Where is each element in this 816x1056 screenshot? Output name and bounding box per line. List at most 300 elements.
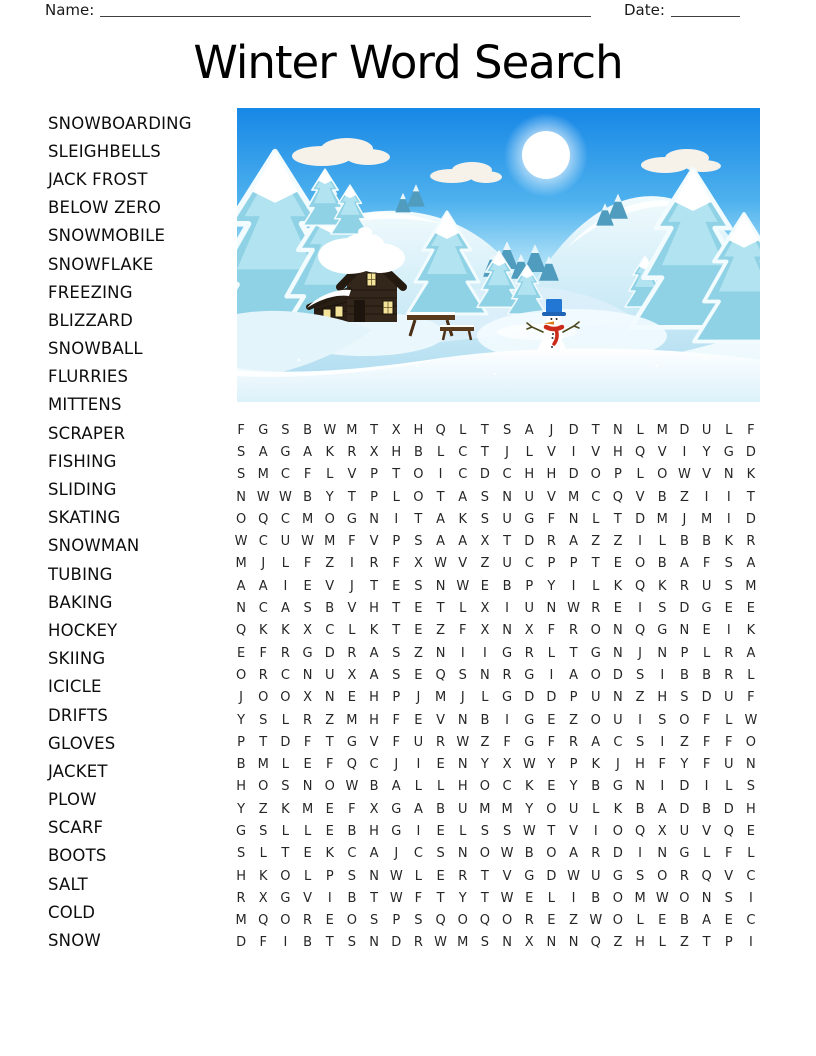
grid-letter: B bbox=[657, 556, 667, 572]
word-list-item: TUBING bbox=[48, 564, 113, 584]
grid-letter: E bbox=[746, 823, 756, 839]
grid-letter: D bbox=[546, 690, 557, 706]
grid-letter: O bbox=[612, 890, 624, 906]
grid-letter: B bbox=[325, 601, 335, 617]
grid-letter: Y bbox=[458, 890, 467, 906]
grid-letter: S bbox=[724, 556, 733, 572]
grid-letter: X bbox=[524, 623, 534, 639]
grid-letter: W bbox=[567, 868, 580, 884]
grid-letter: E bbox=[746, 601, 756, 617]
grid-letter: L bbox=[259, 846, 267, 862]
grid-letter: M bbox=[235, 913, 247, 929]
grid-letter: Z bbox=[569, 712, 579, 728]
grid-letter: L bbox=[636, 422, 644, 438]
grid-letter: Z bbox=[436, 623, 446, 639]
date-label: Date: bbox=[624, 1, 665, 19]
grid-letter: S bbox=[480, 489, 490, 505]
grid-letter: P bbox=[237, 734, 245, 750]
grid-letter: N bbox=[546, 935, 557, 951]
grid-letter: B bbox=[369, 779, 379, 795]
grid-letter: J bbox=[505, 444, 509, 460]
grid-letter: J bbox=[615, 757, 620, 773]
grid-letter: O bbox=[546, 846, 557, 862]
grid-letter: B bbox=[436, 801, 446, 817]
grid-letter: L bbox=[547, 645, 556, 661]
grid-letter: V bbox=[546, 444, 556, 460]
grid-letter: X bbox=[413, 556, 423, 572]
grid-letter: F bbox=[303, 467, 312, 483]
grid-letter: E bbox=[436, 757, 445, 773]
grid-letter: Q bbox=[258, 511, 269, 527]
grid-letter: S bbox=[347, 935, 357, 951]
grid-letter: R bbox=[591, 846, 601, 862]
grid-letter: P bbox=[547, 556, 556, 572]
grid-letter: E bbox=[392, 578, 401, 594]
grid-letter: W bbox=[522, 757, 536, 773]
grid-letter: R bbox=[347, 444, 357, 460]
grid-letter: G bbox=[524, 511, 535, 527]
grid-letter: U bbox=[723, 690, 734, 706]
grid-letter: G bbox=[280, 890, 291, 906]
grid-letter: A bbox=[369, 846, 379, 862]
grid-letter: B bbox=[502, 578, 512, 594]
grid-letter: E bbox=[303, 578, 312, 594]
grid-letter: M bbox=[346, 712, 358, 728]
grid-letter: J bbox=[549, 422, 554, 438]
word-list-item: HOCKEY bbox=[48, 620, 118, 640]
grid-letter: S bbox=[392, 667, 401, 683]
grid-letter: A bbox=[591, 734, 601, 750]
word-list-item: SKATING bbox=[48, 508, 121, 528]
grid-letter: F bbox=[702, 712, 711, 728]
grid-letter: W bbox=[522, 823, 536, 839]
grid-letter: T bbox=[436, 890, 445, 906]
grid-letter: T bbox=[325, 935, 334, 951]
grid-letter: A bbox=[436, 511, 446, 527]
grid-letter: L bbox=[702, 846, 711, 862]
word-list-item: BOOTS bbox=[48, 846, 107, 866]
grid-letter: O bbox=[235, 511, 247, 527]
grid-letter: Y bbox=[237, 712, 246, 728]
word-list-item: SNOWBALL bbox=[48, 339, 143, 359]
grid-letter: N bbox=[613, 422, 623, 438]
grid-letter: C bbox=[746, 913, 756, 929]
grid-letter: X bbox=[303, 690, 313, 706]
grid-letter: F bbox=[747, 422, 755, 438]
grid-letter: N bbox=[701, 890, 712, 906]
grid-letter: R bbox=[258, 667, 268, 683]
grid-letter: G bbox=[524, 667, 535, 683]
grid-letter: A bbox=[236, 578, 246, 594]
grid-letter: C bbox=[746, 868, 756, 884]
grid-letter: W bbox=[456, 578, 470, 594]
grid-letter: E bbox=[547, 712, 556, 728]
grid-letter: L bbox=[636, 467, 644, 483]
grid-letter: Q bbox=[701, 868, 712, 884]
grid-letter: F bbox=[392, 556, 400, 572]
grid-letter: L bbox=[281, 757, 290, 773]
grid-letter: N bbox=[324, 690, 335, 706]
grid-letter: Q bbox=[723, 823, 734, 839]
grid-letter: W bbox=[323, 422, 337, 438]
word-list bbox=[48, 109, 233, 955]
grid-letter: T bbox=[480, 444, 489, 460]
grid-letter: Q bbox=[634, 444, 646, 460]
grid-letter: I bbox=[549, 667, 554, 683]
word-list-item: BAKING bbox=[48, 592, 113, 612]
word-list-item: SCARF bbox=[48, 818, 104, 838]
grid-letter: G bbox=[524, 734, 535, 750]
grid-letter: K bbox=[657, 578, 667, 594]
grid-letter: K bbox=[325, 444, 334, 460]
grid-letter: I bbox=[571, 890, 576, 906]
grid-letter: S bbox=[635, 667, 645, 683]
grid-letter: T bbox=[480, 890, 489, 906]
grid-letter: T bbox=[392, 601, 401, 617]
grid-letter: F bbox=[414, 890, 423, 906]
grid-letter: W bbox=[389, 868, 403, 884]
grid-letter: P bbox=[325, 868, 334, 884]
grid-letter: X bbox=[524, 935, 534, 951]
grid-letter: U bbox=[568, 801, 579, 817]
grid-letter: C bbox=[280, 511, 290, 527]
grid-letter: B bbox=[657, 489, 667, 505]
grid-letter: C bbox=[347, 846, 357, 862]
grid-letter: K bbox=[258, 868, 268, 884]
grid-letter: B bbox=[236, 757, 246, 773]
grid-letter: S bbox=[259, 823, 268, 839]
grid-letter: V bbox=[436, 712, 446, 728]
grid-letter: X bbox=[480, 534, 490, 550]
grid-letter: L bbox=[281, 712, 290, 728]
grid-letter: F bbox=[459, 623, 467, 639]
name-input-line[interactable] bbox=[100, 16, 591, 17]
grid-letter: H bbox=[369, 823, 379, 839]
grid-letter: N bbox=[457, 846, 468, 862]
grid-letter: D bbox=[679, 422, 690, 438]
grid-letter: D bbox=[745, 444, 756, 460]
grid-letter: H bbox=[635, 935, 645, 951]
grid-letter: I bbox=[638, 534, 642, 550]
grid-letter: U bbox=[324, 667, 335, 683]
grid-letter: J bbox=[394, 846, 399, 862]
cabin-door bbox=[354, 300, 365, 322]
grid-letter: R bbox=[502, 667, 512, 683]
grid-letter: K bbox=[724, 534, 733, 550]
grid-letter: K bbox=[281, 801, 290, 817]
grid-letter: W bbox=[301, 534, 314, 550]
grid-letter: X bbox=[303, 623, 313, 639]
grid-letter: A bbox=[280, 601, 290, 617]
grid-letter: O bbox=[258, 690, 269, 706]
grid-letter: H bbox=[369, 601, 379, 617]
grid-letter: R bbox=[369, 556, 379, 572]
grid-letter: T bbox=[746, 489, 755, 505]
grid-letter: U bbox=[524, 489, 534, 505]
grid-letter: M bbox=[301, 511, 314, 527]
grid-letter: S bbox=[724, 578, 733, 594]
grid-letter: N bbox=[657, 645, 668, 661]
grid-letter: L bbox=[414, 779, 423, 795]
grid-letter: H bbox=[746, 801, 756, 817]
grid-letter: A bbox=[569, 846, 579, 862]
grid-letter: G bbox=[524, 868, 535, 884]
grid-letter: R bbox=[436, 734, 446, 750]
grid-letter: X bbox=[369, 801, 379, 817]
grid-letter: L bbox=[459, 601, 467, 617]
grid-letter: Z bbox=[258, 801, 268, 817]
grid-letter: K bbox=[591, 757, 600, 773]
grid-letter: S bbox=[480, 935, 490, 951]
grid-letter: I bbox=[748, 890, 753, 906]
grid-letter: I bbox=[660, 779, 665, 795]
grid-letter: F bbox=[392, 734, 400, 750]
grid-letter: G bbox=[391, 823, 402, 839]
grid-letter: B bbox=[480, 712, 490, 728]
grid-letter: K bbox=[613, 578, 623, 594]
grid-letter: U bbox=[701, 422, 712, 438]
grid-letter: R bbox=[413, 935, 423, 951]
grid-letter: K bbox=[524, 779, 534, 795]
grid-letter: S bbox=[347, 868, 357, 884]
grid-letter: M bbox=[457, 935, 469, 951]
grid-letter: D bbox=[679, 601, 690, 617]
grid-letter: G bbox=[280, 444, 291, 460]
grid-letter: B bbox=[679, 667, 689, 683]
grid-letter: O bbox=[590, 623, 601, 639]
grid-letter: O bbox=[634, 556, 646, 572]
grid-letter: X bbox=[480, 601, 490, 617]
grid-letter: A bbox=[679, 556, 689, 572]
grid-letter: J bbox=[460, 690, 465, 706]
word-list-item: BELOW ZERO bbox=[48, 198, 162, 218]
grid-letter: R bbox=[236, 890, 246, 906]
grid-letter: C bbox=[369, 757, 379, 773]
grid-letter: O bbox=[590, 712, 601, 728]
grid-letter: C bbox=[524, 556, 534, 572]
grid-letter: E bbox=[414, 601, 423, 617]
grid-letter: C bbox=[502, 779, 512, 795]
grid-letter: A bbox=[369, 645, 379, 661]
grid-letter: T bbox=[370, 890, 379, 906]
grid-letter: B bbox=[303, 422, 313, 438]
grid-letter: I bbox=[704, 489, 709, 505]
grid-letter: A bbox=[413, 801, 423, 817]
grid-letter: T bbox=[347, 489, 356, 505]
page-title: Winter Word Search bbox=[193, 36, 623, 89]
winter-scene-illustration bbox=[237, 108, 760, 402]
grid-letter: L bbox=[459, 422, 467, 438]
grid-letter: I bbox=[394, 511, 399, 527]
word-list-item: SNOWFLAKE bbox=[48, 254, 154, 274]
grid-letter: X bbox=[369, 444, 379, 460]
grid-letter: A bbox=[458, 489, 468, 505]
snowman-hat-crown bbox=[546, 299, 562, 314]
grid-letter: M bbox=[434, 690, 447, 706]
grid-letter: E bbox=[436, 823, 445, 839]
grid-letter: R bbox=[724, 645, 734, 661]
grid-letter: G bbox=[236, 823, 247, 839]
word-list-item: JACKET bbox=[48, 761, 108, 781]
grid-letter: O bbox=[235, 667, 247, 683]
grid-letter: O bbox=[280, 913, 291, 929]
grid-letter: W bbox=[278, 489, 292, 505]
word-list-item: SLIDING bbox=[48, 480, 117, 500]
grid-letter: E bbox=[325, 823, 334, 839]
grid-letter: H bbox=[369, 712, 379, 728]
grid-letter: U bbox=[457, 801, 468, 817]
grid-letter: H bbox=[413, 422, 424, 438]
word-list-item: SLEIGHBELLS bbox=[48, 141, 161, 161]
grid-letter: N bbox=[679, 623, 690, 639]
grid-letter: E bbox=[480, 578, 490, 594]
grid-letter: C bbox=[413, 846, 423, 862]
grid-letter: Z bbox=[591, 534, 601, 550]
grid-letter: C bbox=[591, 489, 601, 505]
grid-letter: L bbox=[303, 868, 312, 884]
grid-letter: F bbox=[503, 734, 511, 750]
grid-letter: D bbox=[723, 801, 734, 817]
grid-letter: W bbox=[677, 467, 691, 483]
grid-letter: Q bbox=[634, 823, 646, 839]
grid-letter: N bbox=[236, 489, 246, 505]
grid-letter: Y bbox=[525, 801, 534, 817]
grid-letter: V bbox=[369, 734, 379, 750]
grid-letter: E bbox=[613, 601, 623, 617]
grid-letter: W bbox=[345, 779, 359, 795]
grid-letter: L bbox=[525, 444, 533, 460]
grid-letter: N bbox=[568, 935, 579, 951]
grid-letter: I bbox=[726, 489, 731, 505]
grid-letter: J bbox=[394, 757, 399, 773]
grid-letter: H bbox=[369, 690, 379, 706]
grid-letter: V bbox=[569, 823, 579, 839]
date-input-line[interactable] bbox=[671, 16, 740, 17]
grid-letter: L bbox=[658, 935, 666, 951]
grid-letter: N bbox=[302, 779, 313, 795]
grid-letter: L bbox=[592, 578, 600, 594]
grid-letter: T bbox=[613, 511, 622, 527]
grid-letter: S bbox=[414, 913, 423, 929]
grid-letter: F bbox=[259, 645, 267, 661]
grid-letter: S bbox=[414, 534, 423, 550]
grid-letter: A bbox=[702, 913, 712, 929]
grid-letter: V bbox=[657, 444, 667, 460]
grid-letter: Q bbox=[634, 623, 646, 639]
grid-letter: C bbox=[280, 667, 290, 683]
grid-letter: N bbox=[369, 868, 379, 884]
grid-letter: T bbox=[370, 578, 379, 594]
grid-letter: J bbox=[261, 556, 266, 572]
word-list-item: FLURRIES bbox=[48, 367, 129, 387]
grid-letter: M bbox=[346, 422, 358, 438]
grid-letter: R bbox=[303, 913, 313, 929]
grid-letter: M bbox=[257, 757, 269, 773]
grid-letter: O bbox=[413, 467, 424, 483]
grid-letter: O bbox=[657, 868, 668, 884]
grid-letter: V bbox=[325, 578, 335, 594]
grid-letter: Q bbox=[258, 913, 269, 929]
grid-letter: G bbox=[590, 645, 601, 661]
grid-letter: N bbox=[480, 667, 490, 683]
grid-letter: J bbox=[416, 690, 421, 706]
grid-letter: S bbox=[259, 712, 268, 728]
grid-letter: O bbox=[590, 467, 601, 483]
grid-letter: I bbox=[349, 556, 354, 572]
grid-letter: S bbox=[436, 846, 445, 862]
grid-letter: F bbox=[326, 757, 334, 773]
grid-letter: O bbox=[590, 667, 601, 683]
word-list-item: PLOW bbox=[48, 790, 97, 810]
grid-letter: D bbox=[701, 690, 712, 706]
grid-letter: O bbox=[501, 913, 513, 929]
grid-letter: X bbox=[657, 823, 667, 839]
grid-letter: X bbox=[391, 422, 401, 438]
grid-letter: Y bbox=[547, 757, 556, 773]
grid-letter: R bbox=[347, 645, 357, 661]
grid-letter: S bbox=[458, 667, 467, 683]
grid-letter: C bbox=[613, 734, 623, 750]
grid-letter: R bbox=[458, 868, 468, 884]
grid-letter: Q bbox=[435, 913, 446, 929]
grid-letter: Y bbox=[569, 779, 578, 795]
grid-letter: M bbox=[656, 422, 668, 438]
grid-letter: M bbox=[501, 801, 513, 817]
grid-letter: A bbox=[258, 444, 268, 460]
grid-letter: N bbox=[613, 645, 623, 661]
grid-letter: E bbox=[547, 779, 556, 795]
grid-letter: M bbox=[745, 578, 757, 594]
grid-letter: D bbox=[524, 690, 535, 706]
grid-letter: C bbox=[280, 467, 290, 483]
grid-letter: U bbox=[613, 712, 623, 728]
grid-letter: E bbox=[347, 690, 357, 706]
grid-letter: Z bbox=[480, 734, 490, 750]
grid-letter: M bbox=[700, 511, 713, 527]
grid-letter: M bbox=[656, 511, 668, 527]
grid-letter: T bbox=[325, 734, 334, 750]
grid-letter: S bbox=[303, 601, 312, 617]
grid-letter: S bbox=[502, 422, 512, 438]
grid-letter: T bbox=[436, 489, 445, 505]
grid-letter: K bbox=[369, 623, 379, 639]
word-list-item: SCRAPER bbox=[48, 423, 126, 443]
grid-letter: S bbox=[236, 467, 246, 483]
grid-letter: I bbox=[682, 444, 687, 460]
word-list-item: ICICLE bbox=[48, 677, 102, 697]
grid-letter: N bbox=[457, 712, 468, 728]
grid-letter: K bbox=[746, 467, 756, 483]
word-list-item: SALT bbox=[48, 874, 88, 894]
grid-letter: B bbox=[303, 935, 313, 951]
grid-letter: B bbox=[591, 779, 601, 795]
grid-letter: A bbox=[391, 779, 401, 795]
grid-letter: O bbox=[346, 913, 358, 929]
word-list-item: SKIING bbox=[48, 649, 106, 669]
grid-letter: H bbox=[457, 779, 468, 795]
grid-letter: U bbox=[502, 556, 512, 572]
grid-letter: N bbox=[369, 935, 379, 951]
grid-letter: I bbox=[482, 645, 487, 661]
grid-letter: T bbox=[702, 935, 711, 951]
grid-letter: N bbox=[457, 757, 468, 773]
grid-letter: I bbox=[571, 444, 576, 460]
grid-letter: B bbox=[679, 534, 689, 550]
grid-letter: I bbox=[460, 645, 465, 661]
grid-letter: G bbox=[612, 779, 623, 795]
grid-letter: L bbox=[459, 823, 467, 839]
grid-letter: L bbox=[725, 779, 733, 795]
